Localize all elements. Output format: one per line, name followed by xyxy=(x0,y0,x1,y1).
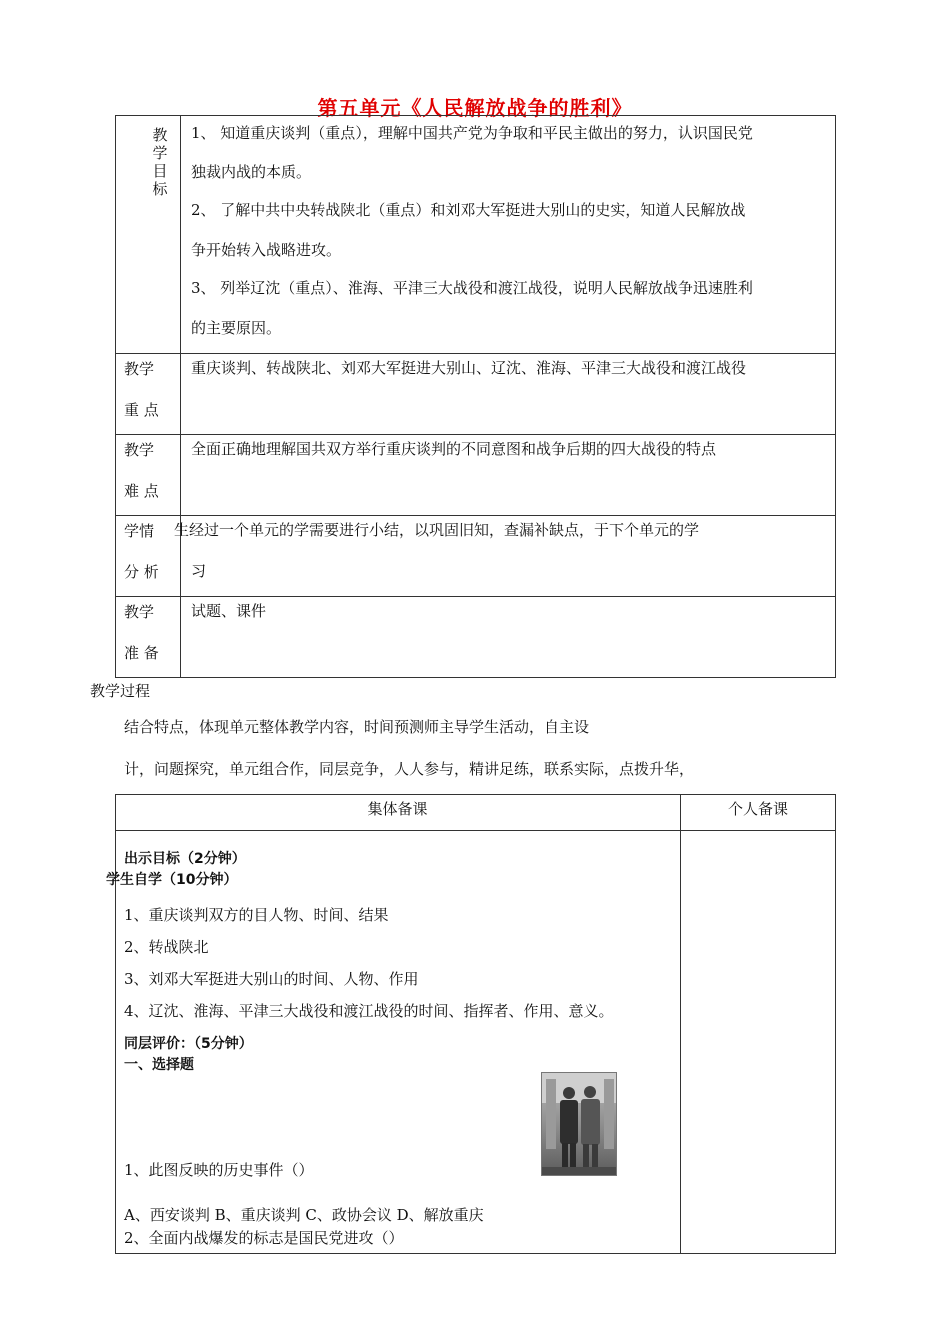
row-divider xyxy=(115,353,836,354)
objective-line: 的主要原因。 xyxy=(191,319,282,337)
key-points-label-bottom: 重 点 xyxy=(124,401,159,419)
objective-line: 独裁内战的本质。 xyxy=(191,163,312,181)
study-item: 3、刘邓大军挺进大别山的时间、人物、作用 xyxy=(124,970,419,988)
row-divider xyxy=(115,434,836,435)
process-heading: 教学过程 xyxy=(90,682,151,700)
row-divider xyxy=(115,596,836,597)
objective-line: 争开始转入战略进攻。 xyxy=(191,241,342,259)
page-title: 第五单元《人民解放战争的胜利》 xyxy=(317,96,633,120)
objective-line: 3、 列举辽沈（重点）、淮海、平津三大战役和渡江战役，说明人民解放战争迅速胜利 xyxy=(191,279,753,297)
objective-line: 2、 了解中共中央转战陕北（重点）和刘邓大军挺进大别山的史实，知道人民解放战 xyxy=(191,201,746,219)
objective-line: 1、 知道重庆谈判（重点），理解中国共产党为争取和平民主做出的努力，认识国民党 xyxy=(191,124,753,142)
preparation-text: 试题、课件 xyxy=(191,602,267,620)
question-2: 2、全面内战爆发的标志是国民党进攻（） xyxy=(124,1229,404,1247)
photo-figures xyxy=(542,1073,617,1176)
preparation-label-bottom: 准 备 xyxy=(124,644,159,662)
analysis-label-bottom: 分 析 xyxy=(124,563,159,581)
personal-header: 个人备课 xyxy=(727,800,788,818)
study-item: 4、辽沈、淮海、平津三大战役和渡江战役的时间、指挥者、作用、意义。 xyxy=(124,1002,614,1020)
key-points-text: 重庆谈判、转战陕北、刘邓大军挺进大别山、辽沈、淮海、平津三大战役和渡江战役 xyxy=(191,359,747,377)
section-self-study: 学生自学（10分钟） xyxy=(106,872,238,888)
difficulties-label-top: 教学 xyxy=(124,441,155,459)
process-line: 计，问题探究，单元组合作，同层竞争，人人参与，精讲足练，联系实际，点拨升华， xyxy=(124,760,695,778)
header-divider xyxy=(115,830,836,831)
analysis-text: 生经过一个单元的学需要进行小结，以巩固旧知，查漏补缺点，于下个单元的学 xyxy=(174,521,700,539)
analysis-label-top: 学情 xyxy=(124,522,155,540)
row-divider xyxy=(115,515,836,516)
label-char: 目 xyxy=(152,162,168,180)
collective-header: 集体备课 xyxy=(367,800,428,818)
label-char: 教 xyxy=(152,126,168,144)
analysis-text-cont: 习 xyxy=(191,562,207,580)
section-show-goals: 出示目标（2分钟） xyxy=(124,851,246,867)
process-line: 结合特点，体现单元整体教学内容，时间预测师主导学生活动，自主设 xyxy=(124,718,590,736)
study-item: 2、转战陕北 xyxy=(124,938,209,956)
section-multiple-choice: 一、选择题 xyxy=(124,1057,194,1073)
difficulties-text: 全面正确地理解国共双方举行重庆谈判的不同意图和战争后期的四大战役的特点 xyxy=(191,440,717,458)
objectives-label xyxy=(150,126,170,198)
difficulties-label-bottom: 难 点 xyxy=(124,482,159,500)
label-char: 标 xyxy=(152,180,168,198)
preparation-label-top: 教学 xyxy=(124,603,155,621)
question-1-options: A、西安谈判 B、重庆谈判 C、政协会议 D、解放重庆 xyxy=(124,1206,484,1224)
label-column-divider xyxy=(180,115,181,678)
question-1: 1、此图反映的历史事件（） xyxy=(124,1161,314,1179)
key-points-label-top: 教学 xyxy=(124,360,155,378)
label-char: 学 xyxy=(152,144,168,162)
historical-photo xyxy=(541,1072,617,1176)
section-peer-eval: 同层评价：（5分钟） xyxy=(124,1036,253,1052)
study-item: 1、重庆谈判双方的目人物、时间、结果 xyxy=(124,906,389,924)
column-divider xyxy=(680,794,681,1254)
